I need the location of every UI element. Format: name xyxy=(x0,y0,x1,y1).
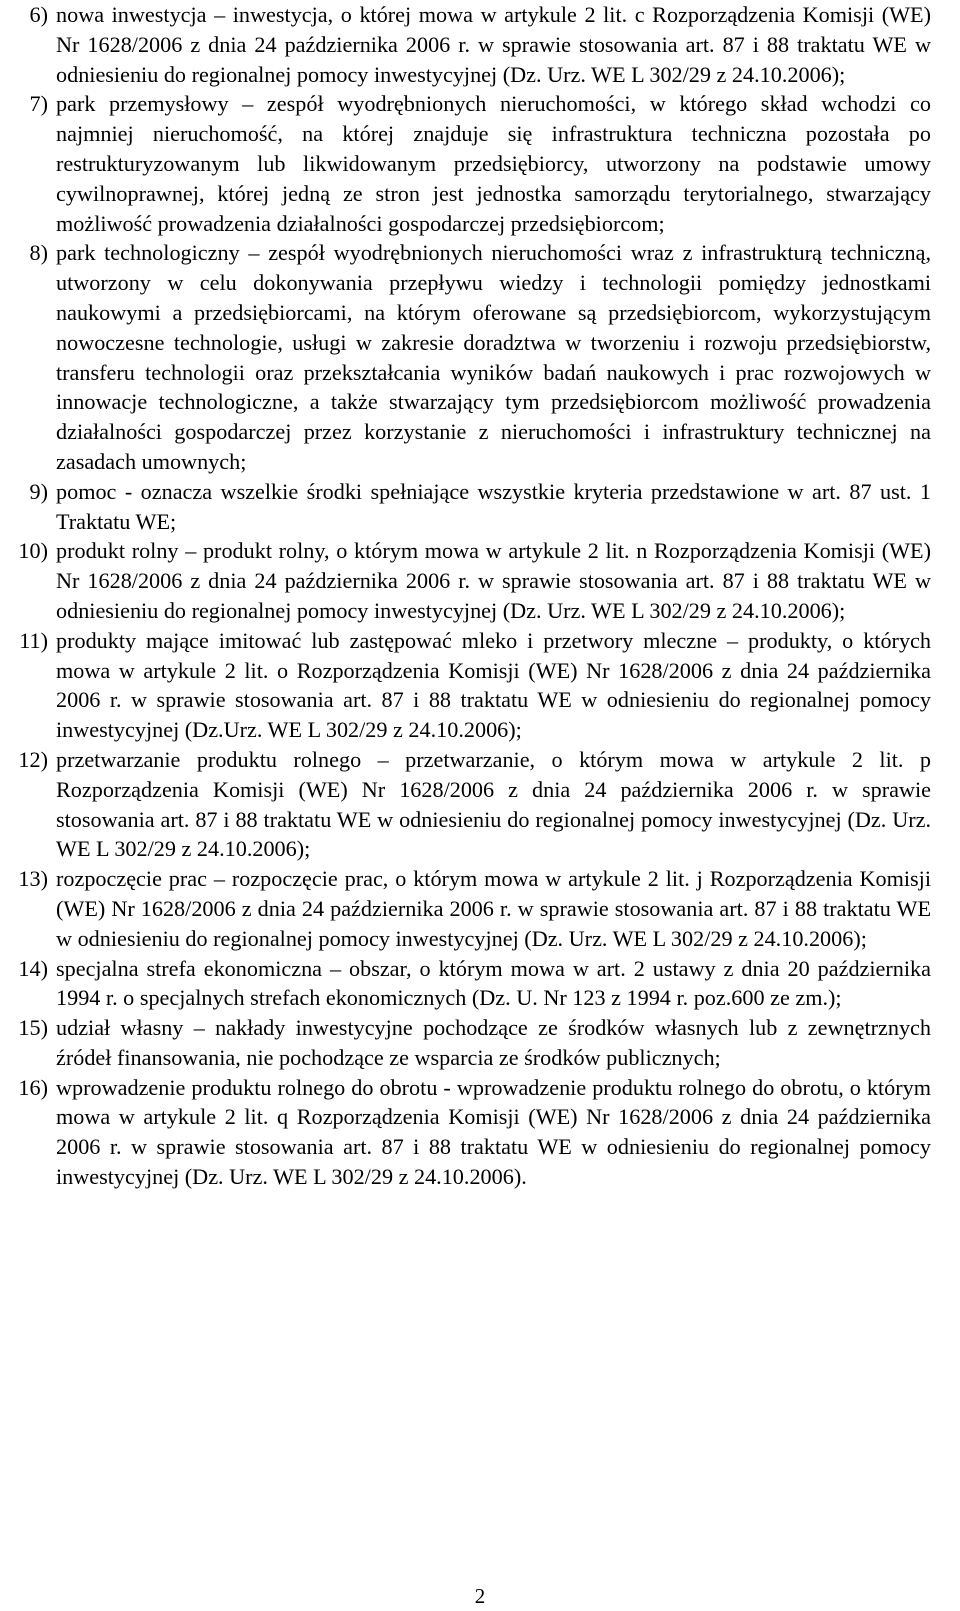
list-item xyxy=(0,864,960,953)
item-number: 14) xyxy=(18,955,48,981)
list-item xyxy=(0,626,960,745)
list-item xyxy=(0,89,960,238)
list-item xyxy=(0,477,960,537)
page-number: 2 xyxy=(474,1584,486,1608)
list-item xyxy=(0,1013,960,1073)
item-number: 6) xyxy=(29,2,48,27)
list-item xyxy=(0,238,960,476)
list-item xyxy=(0,954,960,1014)
item-number: 15) xyxy=(18,1015,48,1041)
item-number: 8) xyxy=(29,240,48,266)
item-number: 10) xyxy=(18,538,48,564)
list-item xyxy=(0,745,960,864)
list-item xyxy=(0,1073,960,1192)
item-number: 11) xyxy=(19,627,48,653)
item-number: 7) xyxy=(29,91,48,117)
item-number: 9) xyxy=(29,478,48,504)
list-item xyxy=(0,0,960,89)
list-item xyxy=(0,536,960,625)
item-text: przetwarzanie produktu rolnego – przetwarzanie, o którym mowa w artykule 2 lit. p Rozporządzenia Komisji (WE) Nr 1628/2006 z dnia 24 października 2006 r. w sprawie stosowania art. 87 i 88 traktatu WE w odniesieniu do regionalnej pomocy inwestycyjnej (Dz. Urz. WE L 302/29 z 24.10.2006); xyxy=(56,746,931,862)
item-number: 16) xyxy=(18,1074,48,1100)
item-text: specjalna strefa ekonomiczna – obszar, o którym mowa w art. 2 ustawy z dnia 20 października 1994 r. o specjalnych strefach ekonomicznych (Dz. U. Nr 123 z 1994 r. poz.600 ze zm.); xyxy=(56,955,931,1011)
item-number: 13) xyxy=(18,866,48,892)
item-text: produkt rolny – produkt rolny, o którym mowa w artykule 2 lit. n Rozporządzenia Komisji (WE) Nr 1628/2006 z dnia 24 października 2006 r. w sprawie stosowania art. 87 i 88 traktatu WE w odniesieniu do regionalnej pomocy inwestycyjnej (Dz. Urz. WE L 302/29 z 24.10.2006); xyxy=(56,538,931,623)
item-text: rozpoczęcie prac – rozpoczęcie prac, o którym mowa w artykule 2 lit. j Rozporządzenia Komisji (WE) Nr 1628/2006 z dnia 24 października 2006 r. w sprawie stosowania art. 87 i 88 traktatu WE w odniesieniu do regionalnej pomocy inwestycyjnej (Dz. Urz. WE L 302/29 z 24.10.2006); xyxy=(56,866,931,951)
item-number: 12) xyxy=(18,746,48,772)
item-text: park przemysłowy – zespół wyodrębnionych nieruchomości, w którego skład wchodzi co najmniej nieruchomość, na której znajduje się infrastruktura techniczna pozostała po restrukturyzowanym lub likwidowanym przedsiębiorcy, utworzony na podstawie umowy cywilnoprawnej, której jedną ze stron jest jednostka samorządu terytorialnego, stwarzający możliwość prowadzenia działalności gospodarczej przedsiębiorcom; xyxy=(56,91,931,236)
item-text: udział własny – nakłady inwestycyjne pochodzące ze środków własnych lub z zewnętrznych źródeł finansowania, nie pochodzące ze wsparcia ze środków publicznych; xyxy=(56,1015,931,1070)
item-text: produkty mające imitować lub zastępować mleko i przetwory mleczne – produkty, o których mowa w artykule 2 lit. o Rozporządzenia Komisji (WE) Nr 1628/2006 z dnia 24 października 2006 r. w sprawie stosowania art. 87 i 88 traktatu WE w odniesieniu do regionalnej pomocy inwestycyjnej (Dz.Urz. WE L 302/29 z 24.10.2006); xyxy=(56,627,931,743)
item-text: pomoc - oznacza wszelkie środki spełniające wszystkie kryteria przedstawione w art. 87 ust. 1 Traktatu WE; xyxy=(56,478,931,534)
item-text: park technologiczny – zespół wyodrębnionych nieruchomości wraz z infrastrukturą techniczną, utworzony w celu dokonywania przepływu wiedzy i technologii pomiędzy jednostkami naukowymi a przedsiębiorcami, na którym oferowane są przedsiębiorcom, wykorzystującym nowoczesne technologie, usługi w zakresie doradztwa w tworzeniu i rozwoju przedsiębiorstw, transferu technologii oraz przekształcania wyników badań naukowych i prac rozwojowych w innowacje technologiczne, a także stwarzający tym przedsiębiorcom możliwość prowadzenia działalności gospodarczej przez korzystanie z nieruchomości i infrastruktury technicznej na zasadach umownych; xyxy=(56,240,931,474)
item-text: nowa inwestycja – inwestycja, o której mowa w artykule 2 lit. c Rozporządzenia Komisji (WE) Nr 1628/2006 z dnia 24 października 2006 r. w sprawie stosowania art. 87 i 88 traktatu WE w odniesieniu do regionalnej pomocy inwestycyjnej (Dz. Urz. WE L 302/29 z 24.10.2006); xyxy=(56,2,931,87)
item-text: wprowadzenie produktu rolnego do obrotu - wprowadzenie produktu rolnego do obrotu, o którym mowa w artykule 2 lit. q Rozporządzenia Komisji (WE) Nr 1628/2006 z dnia 24 października 2006 r. w sprawie stosowania art. 87 i 88 traktatu WE w odniesieniu do regionalnej pomocy inwestycyjnej (Dz. Urz. WE L 302/29 z 24.10.2006). xyxy=(56,1074,931,1190)
